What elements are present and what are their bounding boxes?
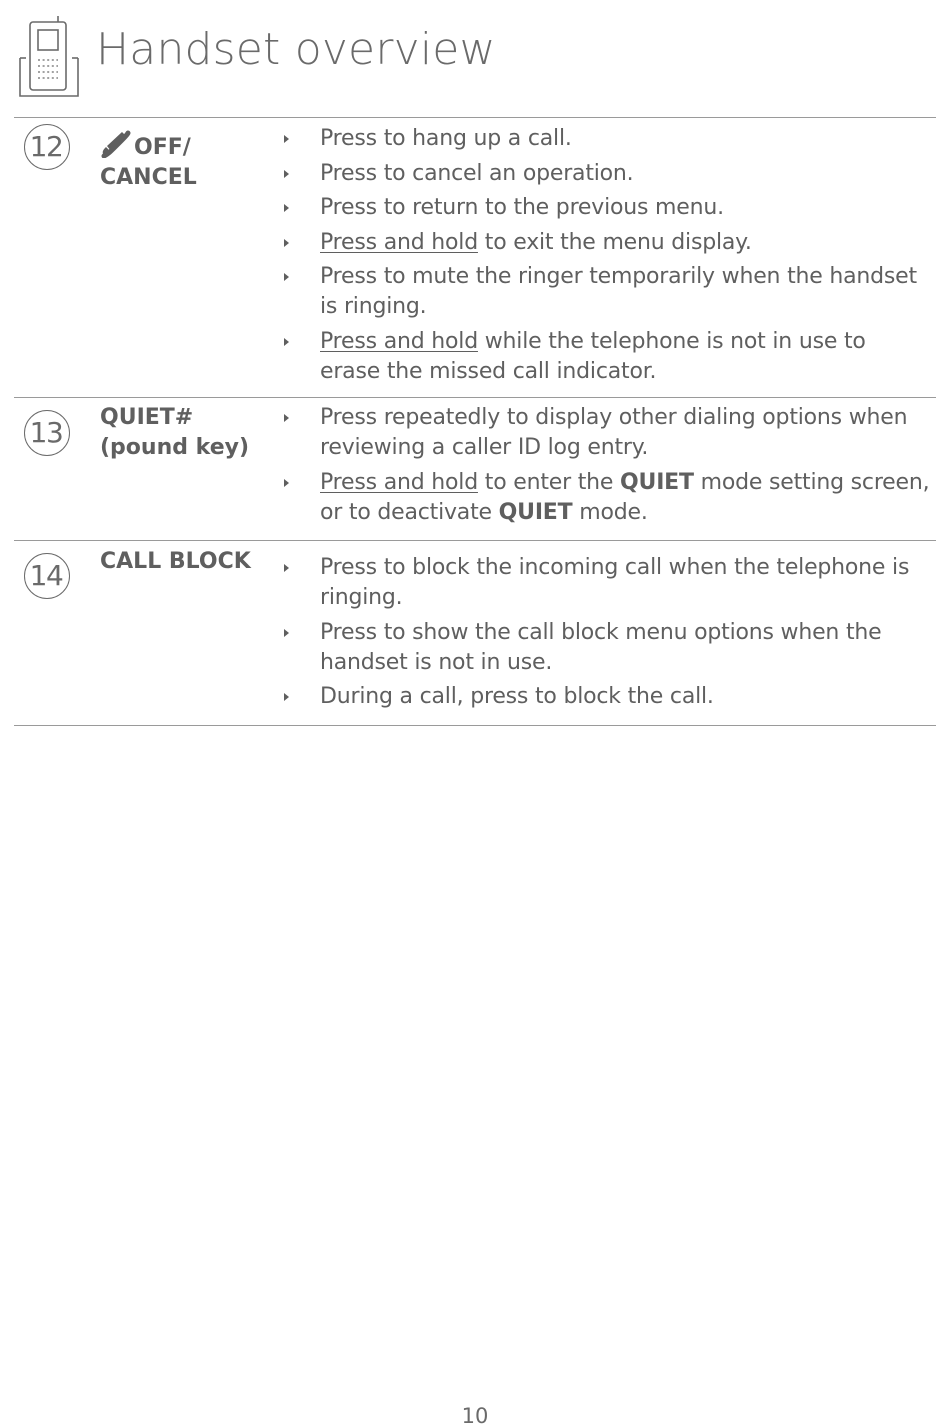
page-title: Handset overview [96,24,496,75]
item-number-badge: 14 [24,553,70,599]
bullet-arrow-icon [284,170,289,178]
phone-off-icon [100,130,132,158]
key-label: CALL BLOCK [100,549,251,574]
bullet-arrow-icon [284,273,289,281]
list-item: Press to block the incoming call when the telephone is ringing. [320,553,930,613]
list-item: Press to show the call block menu options when the handset is not in use. [320,618,930,678]
item-number-badge: 12 [24,124,70,170]
bullet-arrow-icon [284,135,289,143]
page-number: 10 [461,1404,489,1428]
bullet-arrow-icon [284,693,289,701]
bullet-list [320,124,930,391]
key-label: OFF/ CANCEL [100,130,270,193]
table-row [14,398,936,540]
bullet-arrow-icon [284,338,289,346]
bullet-arrow-icon [284,239,289,247]
list-item: Press and hold to enter the QUIET mode setting screen, or to deactivate QUIET mode. [320,468,930,528]
bullet-arrow-icon [284,564,289,572]
bullet-arrow-icon [284,204,289,212]
bullet-arrow-icon [284,414,289,422]
divider [14,725,936,726]
bullet-list [320,403,930,532]
list-item: Press to return to the previous menu. [320,193,930,223]
table-row [14,541,936,725]
list-item: During a call, press to block the call. [320,682,930,712]
bullet-arrow-icon [284,629,289,637]
key-label: QUIET# (pound key) [100,405,250,460]
list-item: Press and hold to exit the menu display. [320,228,930,258]
handset-icon [18,14,80,100]
item-number-badge: 13 [24,410,70,456]
bullet-arrow-icon [284,479,289,487]
list-item: Press repeatedly to display other dialing options when reviewing a caller ID log entry. [320,403,930,463]
list-item: Press to hang up a call. [320,124,930,154]
list-item: Press to mute the ringer temporarily when the handset is ringing. [320,262,930,322]
table-row [14,118,936,398]
page-header [0,0,950,118]
bullet-list [320,553,930,717]
list-item: Press and hold while the telephone is not in use to erase the missed call indicator. [320,327,930,387]
list-item: Press to cancel an operation. [320,159,930,189]
